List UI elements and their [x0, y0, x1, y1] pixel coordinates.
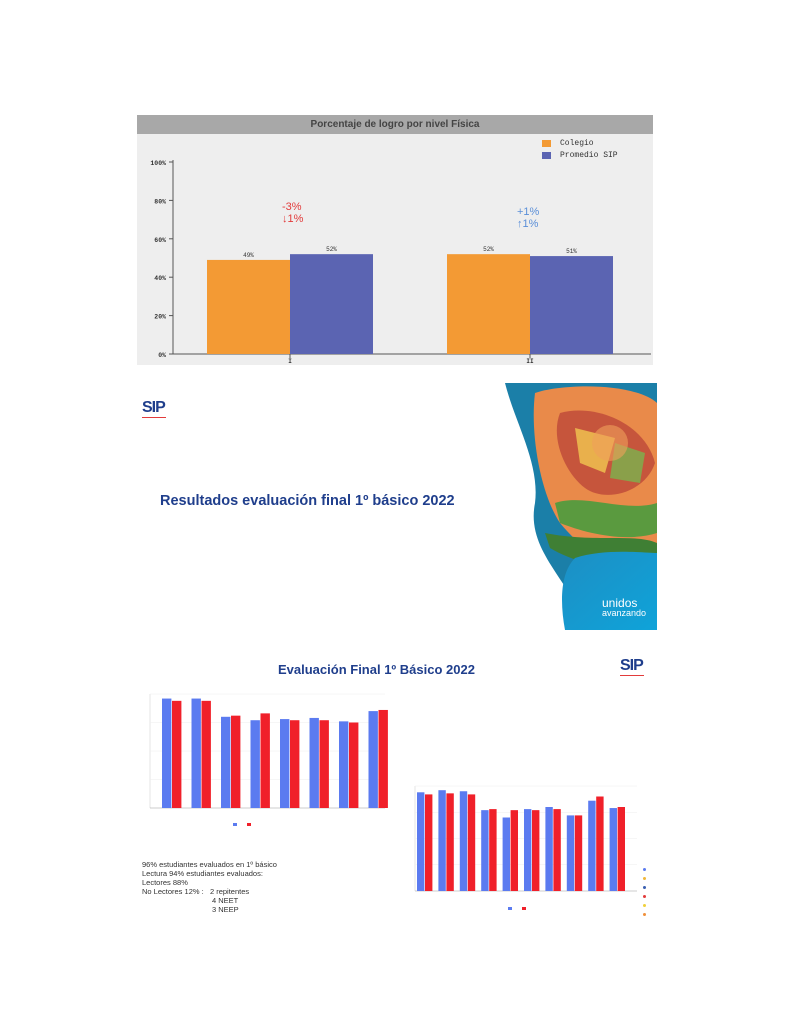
slide-title: Resultados evaluación final 1º básico 2022 [160, 493, 455, 509]
bar [610, 808, 617, 891]
note-reading: Lectura 94% estudiantes evaluados: [142, 869, 263, 878]
bar [280, 719, 289, 808]
bar [172, 701, 181, 808]
legend-swatch [522, 907, 526, 910]
bar [379, 710, 388, 808]
marker-dot [643, 913, 646, 916]
y-tick-label: 100% [150, 160, 166, 167]
bar [530, 256, 613, 354]
bar-value-label: 52% [326, 246, 337, 254]
brand-line-1: unidos [602, 596, 638, 610]
chart-title: Porcentaje de logro por nivel Física [310, 119, 480, 130]
y-tick-label: 40% [154, 275, 166, 283]
bar [553, 809, 560, 891]
bar [618, 807, 625, 891]
legend-swatch [247, 823, 251, 826]
legend-swatch [233, 823, 237, 826]
bar [438, 790, 445, 891]
bar [567, 815, 574, 891]
y-tick-label: 20% [154, 313, 166, 321]
reading-results-chart [140, 688, 390, 828]
bar [290, 720, 299, 808]
bar [503, 818, 510, 892]
sip-logo [142, 399, 166, 418]
bar [511, 810, 518, 891]
bar [532, 810, 539, 891]
bar [202, 701, 211, 808]
bar [261, 713, 270, 808]
results-notes [142, 860, 277, 914]
bar [349, 723, 358, 809]
results-slide-title: Evaluación Final 1º Básico 2022 [278, 662, 475, 677]
y-tick-label: 0% [158, 352, 166, 359]
bar [596, 797, 603, 892]
marker-dot [643, 868, 646, 871]
bar [588, 801, 595, 891]
y-tick-label: 80% [154, 198, 166, 206]
chart-plot-area [137, 115, 653, 365]
marker-dot [643, 886, 646, 889]
brand-tagline [602, 598, 646, 618]
bar [545, 807, 552, 891]
annotation-trend-i: ↓1% [282, 213, 304, 225]
note-non-readers: No Lectores 12% : 2 repitentes [142, 887, 250, 896]
x-tick-label: I [288, 358, 292, 365]
brand-line-2: avanzando [602, 608, 647, 618]
legend-swatch [508, 907, 512, 910]
legend-label-promedio-sip: Promedio SIP [560, 150, 618, 160]
bar [369, 711, 378, 808]
annotation-trend-ii: ↑1% [517, 218, 539, 230]
bar-value-label: 49% [243, 251, 254, 259]
bar [425, 794, 432, 891]
marker-dot [643, 904, 646, 907]
annotation-diff-i: -3% [282, 201, 302, 213]
bar [417, 792, 424, 891]
bar [460, 791, 467, 891]
marker-dot [643, 877, 646, 880]
bar [320, 720, 329, 808]
annotation-level-i [282, 201, 303, 225]
sip-logo-2-underline [620, 675, 644, 676]
bar [481, 810, 488, 891]
sip-logo-text: SIP [142, 399, 165, 416]
bar [489, 809, 496, 891]
note-evaluated: 96% estudiantes evaluados en 1º básico [142, 860, 277, 869]
annotation-level-ii [517, 206, 539, 230]
bar [446, 793, 453, 891]
bar [310, 718, 319, 808]
x-tick-label: II [526, 358, 534, 365]
bar [162, 699, 171, 808]
bar [251, 720, 260, 808]
sip-logo-underline [142, 417, 166, 418]
sip-logo-2-text: SIP [620, 657, 643, 674]
title-slide [137, 383, 657, 630]
bar [339, 721, 348, 808]
bar [468, 794, 475, 891]
marker-dot [643, 895, 646, 898]
annotation-diff-ii: +1% [517, 206, 540, 218]
bar [575, 815, 582, 891]
legend-label-colegio: Colegio [560, 138, 594, 148]
note-neet: 4 NEET [212, 896, 239, 905]
y-tick-label: 60% [154, 236, 166, 244]
bar [207, 260, 290, 354]
physics-achievement-chart [137, 115, 653, 365]
bar [447, 254, 530, 354]
bar [221, 717, 230, 808]
math-results-chart [405, 778, 645, 918]
bar-value-label: 51% [566, 248, 577, 256]
bar [290, 254, 373, 354]
bar-value-label: 52% [483, 246, 494, 254]
bar [231, 716, 240, 808]
decorative-landscape-image [505, 383, 657, 630]
side-markers [643, 868, 647, 916]
note-readers: Lectores 88% [142, 878, 188, 887]
bar [524, 809, 531, 891]
sip-logo-2 [620, 657, 644, 676]
note-neep: 3 NEEP [212, 905, 239, 914]
bar [192, 699, 201, 808]
